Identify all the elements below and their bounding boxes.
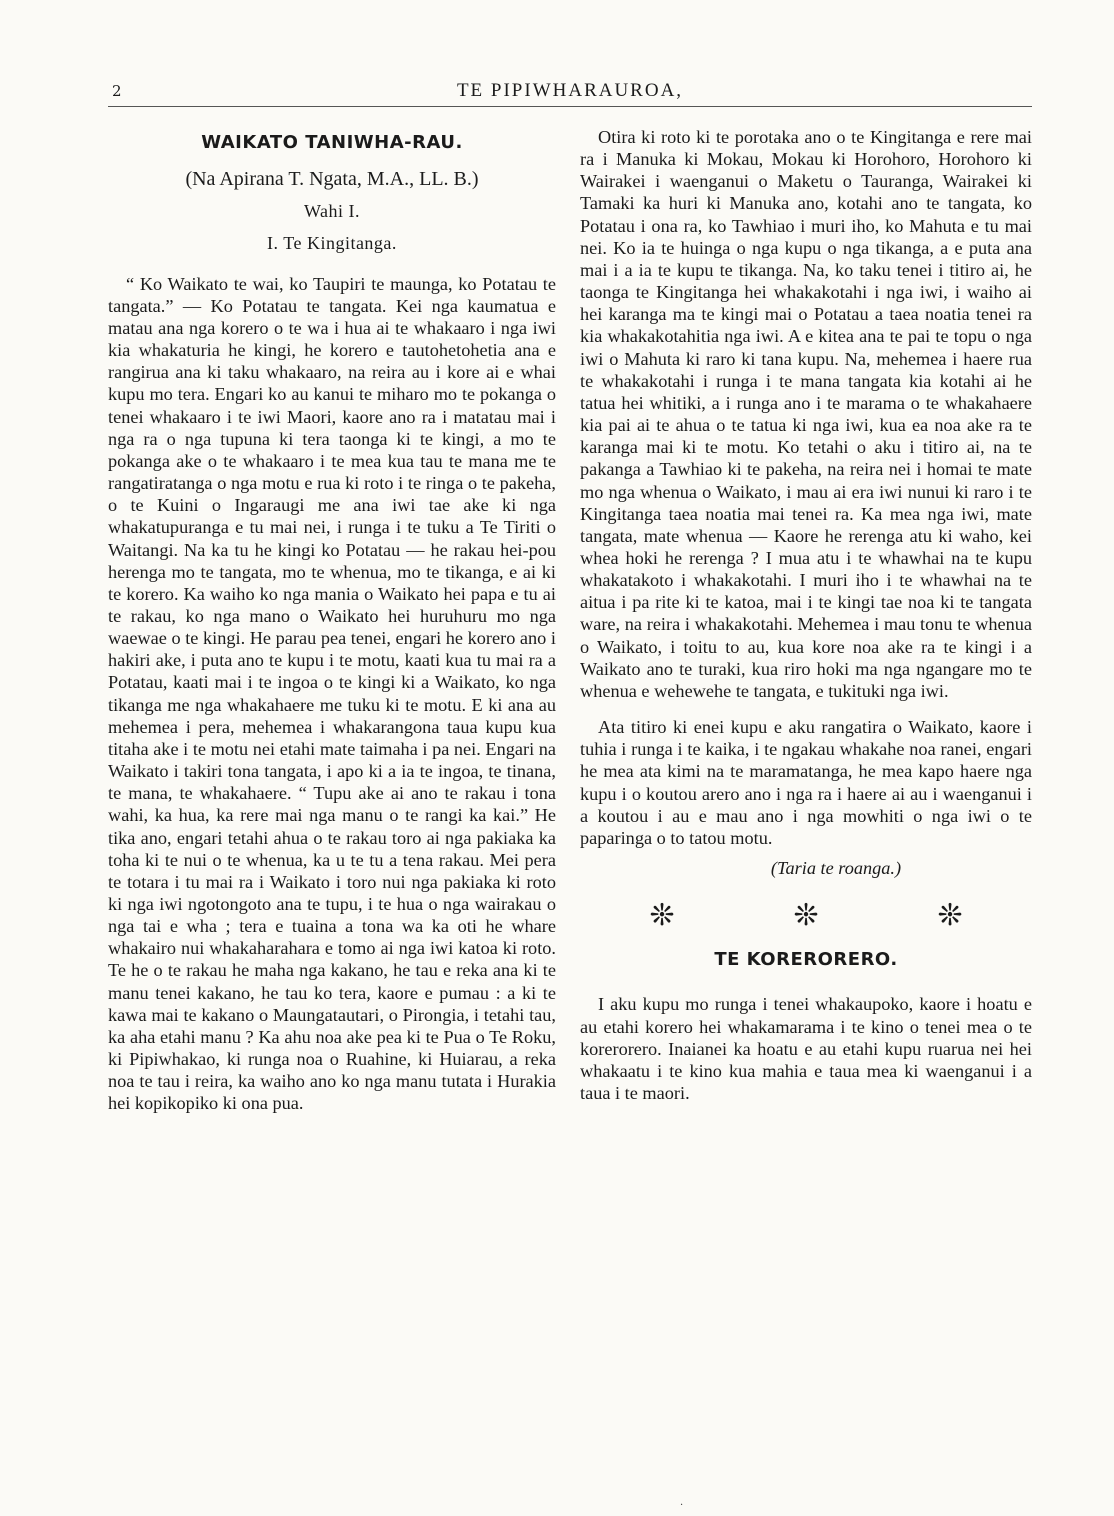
right-column (580, 126, 1032, 1104)
ornament-divider (590, 898, 1022, 934)
asterism-icon: ❊ (793, 898, 819, 934)
page-header (108, 80, 1032, 107)
asterism-icon: ❊ (649, 898, 675, 934)
article-author: (Na Apirana T. Ngata, M.A., LL. B.) (185, 168, 479, 191)
article2-title: TE KORERORERO. (714, 949, 898, 971)
article-part: Wahi I. (303, 201, 361, 222)
article-title: WAIKATO TANIWHA-RAU. (201, 132, 463, 153)
section-heading: I. Te Kingitanga. (267, 233, 397, 254)
page-number: 2 (112, 82, 122, 100)
left-column (108, 126, 556, 1115)
article-paragraph: Otira ki roto ki te porotaka ano o te Kingitanga e rere mai ra i Manuka ki Mokau, Mokau ki Horohoro, Horohoro ki Wairakei i waenganui o Maketu o Tauranga, Wairakei ki Tamaki ka huri ki Manuka ano, kotahi ano te tangata, ko Potatau i ona ra, ko Tawhiao i muri iho, ko Mahuta e tu mai nei. Ko ia te huinga o nga kupu o nga tikanga, a e puta ana mai i a ia te kupu te tikanga. Na, ko taku tenei i titiro ai, he taonga te Kingitanga hei whakakotahi i nga iwi, i waiho ai hei karanga ma te kingi mai o Potatau a taea noatia tenei ra kia whakakotahitia nga iwi. A e kitea ana te pai te topu o nga iwi o Mahuta ki raro ki tana kupu. Na, mehemea i haere rua te whakakotahi i runga i te mana tangata kia kotahi ai he tatua hei whitiki, a i runga ano i te marama o te whakahaere kia pai ai te ahua o te tatua ki nga iwi, kua ea noa ake ra te karanga mai ki te motu. Ko tetahi o aku i titiro ai, na te pakanga a Tawhiao ki te pakeha, na reira nei i homai te mate mo nga whenua o Waikato, i mau ai era iwi nunui ki raro i te Kingitanga taea noatia mai tenei ra. Ka mea nga iwi, mate tangata, mate whenua — Kaore he rerenga atu ki waho, kei whea hoki he rerenga ? I mua atu i te whawhai na te kupu whakatakoto i whakakotahi. I muri iho i te whawhai na te aitua i pa rite ki te katoa, mai i te kingi tae noa ki te tangata ware, na reira i whakakotahi. Mehemea i mau tonu te whenua o Waikato, i toitu to au, kua kore noa ake ra te kingi i a Waikato ano te turaki, kua riro hoki ma nga ngangare mo te whenua e wehewehe te tangata, e tukituki nga iwi. (580, 127, 1032, 701)
article-paragraph: Ata titiro ki enei kupu e aku rangatira o Waikato, kaore i tuhia i runga i te kaika, i te ngakau whakahe noa ranei, engari he mea ata kimi na te maramatanga, he mea kapo haere nga kupu i o koutou arero ano i nga ra i haere ai au i waenganui i a koutou i au e mau ano i nga mowhiti o nga iwi o te paparinga o to tatou motu. (580, 717, 1032, 848)
continued-note: (Taria te roanga.) (770, 858, 902, 878)
asterism-icon: ❊ (937, 898, 963, 934)
running-title: TE PIPIWHARAUROA, (456, 80, 684, 101)
article2-paragraph: I aku kupu mo runga i tenei whakaupoko, kaore i hoatu e au etahi korero hei whakamarama i te kino o tenei mea o te korerorero. Inaianei ka hoatu e au etahi kupu ruarua nei hei whakaatu i te kino kua mahia e taua mea ki waenganui i a taua i te maori. (580, 994, 1032, 1104)
footer-mark: · (680, 1500, 684, 1511)
article-paragraph: “ Ko Waikato te wai, ko Taupiri te maunga, ko Potatau te tangata.” — Ko Potatau te tangata. Kei nga kaumatua e matau ana nga korero o te wa i hua ai te whakaaro i nga iwi kia whakaturia he kingi, he korero e tautohetohetia ana e rangirua ana ki taku whakaaro, na reira au i kore ai e whai kupu mo tera. Engari ko au kanui te miharo mo te pokanga o tenei whakaaro i te iwi Maori, kaore ano ra i matatau mai i nga ra o nga tupuna ki tera taonga ki te kingi, a mo te pokanga ake o te whakaaro i te mea kua tau te mana me te rangatiratanga o nga motu e rua ki roto i te ringa o te pakeha, o te Kuini o Ingaraugi me ana iwi tae ake ki nga whakatupuranga e tu mai nei, i runga i te tuku a Te Tiriti o Waitangi. Na ka tu he kingi ko Potatau — he rakau hei-pou herenga mo te tangata, mo te whenua, mo te tikanga, e ai ki te korero. Ka waiho ko nga mania o Waikato hei papa e tu ai te rakau, ko nga mano o Waikato hei huruhuru mo nga waewae o te kingi. He parau pea tenei, engari he korero ano i hakiri ake, i puta ano te kupu i te motu, kaati kua tu mai ra a Potatau, kaati mai i te ingoa o te kingi ki a Waikato, ko nga tikanga me nga whakahaere me tuku ki te motu. E ki ana au mehemea i pera, mehemea i whakarangona taua kupu kua titaha ake i te motu nei etahi mate taimaha i pa nei. Engari na Waikato i takiri tona tangata, i apo ki a ia te ingoa, te tinana, te mana, te whakahaere. “ Tupu ake ai ano te rakau i tona wahi, ka hua, ka rere mai nga manu o te rangi ka kai.” He tika ano, engari tetahi ahua o te rakau toro ai nga pakiaka ka toha ki te nui o te whenua, ka u te tu a tena rakau. Mei pera te totara i tu mai ra i Waikato i toro nui nga pakiaka ki roto ki nga iwi ngotongoto ana te tupu, i te hua o nga wairakau o nga tai e wha ; tera e tuaina a tona wa ka oti he whare whakairo nui whakaharahara e tomo ai nga iwi katoa ki roto. Te he o te rakau he maha nga kakano, he tau e reka ana ki te manu tenei kakano, he tau ko tera, kaore e pumau : a ki te kawa mai te kakano o Maungatautari, o Pirongia, i tetahi tau, ka aha etahi manu ? Ka ahu noa ake pea ki te Pua o Te Roku, ki Pipiwhakao, ki runga noa o Ruahine, ki Huiarau, a reka noa te tau i reira, ka waiho ano ko nga manu tutata i Hurakia hei kopikopiko ki ona pua. (108, 273, 556, 1114)
